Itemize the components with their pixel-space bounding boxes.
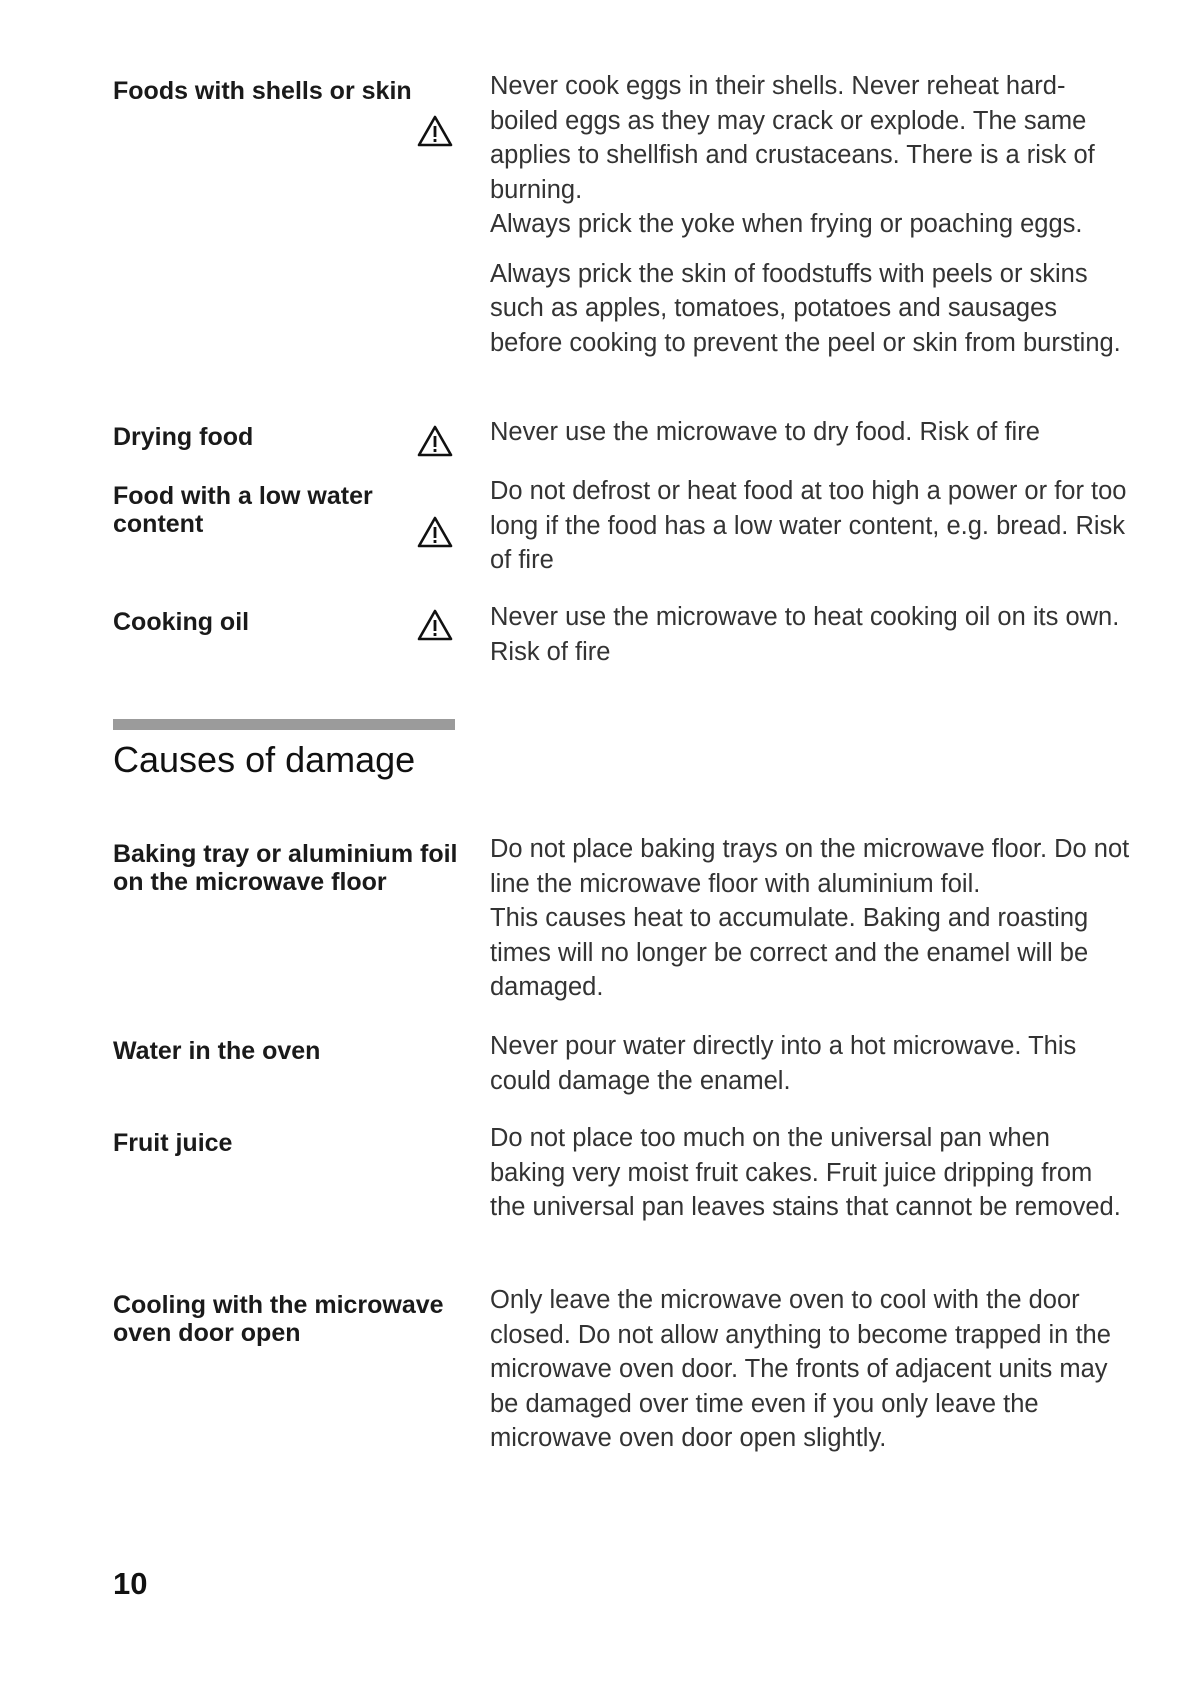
description-paragraph: Do not defrost or heat food at too high a power or for too long if the food has a low water content, e.g. bread. Risk of fire xyxy=(490,477,1127,574)
entry-description xyxy=(490,415,1130,450)
description-paragraph: Do not place too much on the universal pan when baking very moist fruit cakes. Fruit juice dripping from the universal pan leaves stains that cannot be removed. xyxy=(490,1124,1121,1221)
entry-term: Baking tray or aluminium foil on the microwave floor xyxy=(113,840,458,896)
description-paragraph: This causes heat to accumulate. Baking and roasting times will no longer be correct and the enamel will be damaged. xyxy=(490,904,1089,1001)
entry-term: Cooking oil xyxy=(113,608,250,636)
description-paragraph: Never use the microwave to heat cooking oil on its own. Risk of fire xyxy=(490,603,1120,666)
entry-description xyxy=(490,600,1130,669)
entry-description xyxy=(490,1029,1130,1098)
entry-term: Fruit juice xyxy=(113,1129,233,1157)
entry-term: Cooling with the microwave oven door open xyxy=(113,1291,444,1347)
description-paragraph: Always prick the yoke when frying or poaching eggs. xyxy=(490,210,1083,238)
entry-term: Food with a low water content xyxy=(113,482,373,538)
description-paragraph: Never cook eggs in their shells. Never reheat hard-boiled eggs as they may crack or explode. The same applies to shellfish and crustaceans. There is a risk of burning. xyxy=(490,72,1095,204)
warning-triangle-icon xyxy=(416,608,454,642)
page-number: 10 xyxy=(113,1566,148,1601)
description-paragraph: Only leave the microwave oven to cool with the door closed. Do not allow anything to become trapped in the microwave oven door. The fronts of adjacent units may be damaged over time even if you only leave the microwave oven door open slightly. xyxy=(490,1286,1111,1452)
warning-triangle-icon xyxy=(416,515,454,549)
entry-description xyxy=(490,69,1130,360)
entry-description xyxy=(490,474,1130,578)
section-divider-bar xyxy=(113,719,455,730)
entry-term: Foods with shells or skin xyxy=(113,77,412,105)
warning-triangle-icon xyxy=(416,114,454,148)
description-paragraph: Never pour water directly into a hot microwave. This could damage the enamel. xyxy=(490,1032,1077,1095)
description-paragraph: Do not place baking trays on the microwave floor. Do not line the microwave floor with aluminium foil. xyxy=(490,835,1130,898)
entry-term: Water in the oven xyxy=(113,1037,321,1065)
section-title: Causes of damage xyxy=(113,739,416,780)
description-paragraph: Never use the microwave to dry food. Risk of fire xyxy=(490,418,1040,446)
warning-triangle-icon xyxy=(416,424,454,458)
description-paragraph: Always prick the skin of foodstuffs with peels or skins such as apples, tomatoes, potatoes and sausages before cooking to prevent the peel or skin from bursting. xyxy=(490,259,1121,357)
entry-description xyxy=(490,832,1130,1005)
entry-description xyxy=(490,1121,1130,1225)
entry-term: Drying food xyxy=(113,423,254,451)
entry-description xyxy=(490,1283,1130,1456)
